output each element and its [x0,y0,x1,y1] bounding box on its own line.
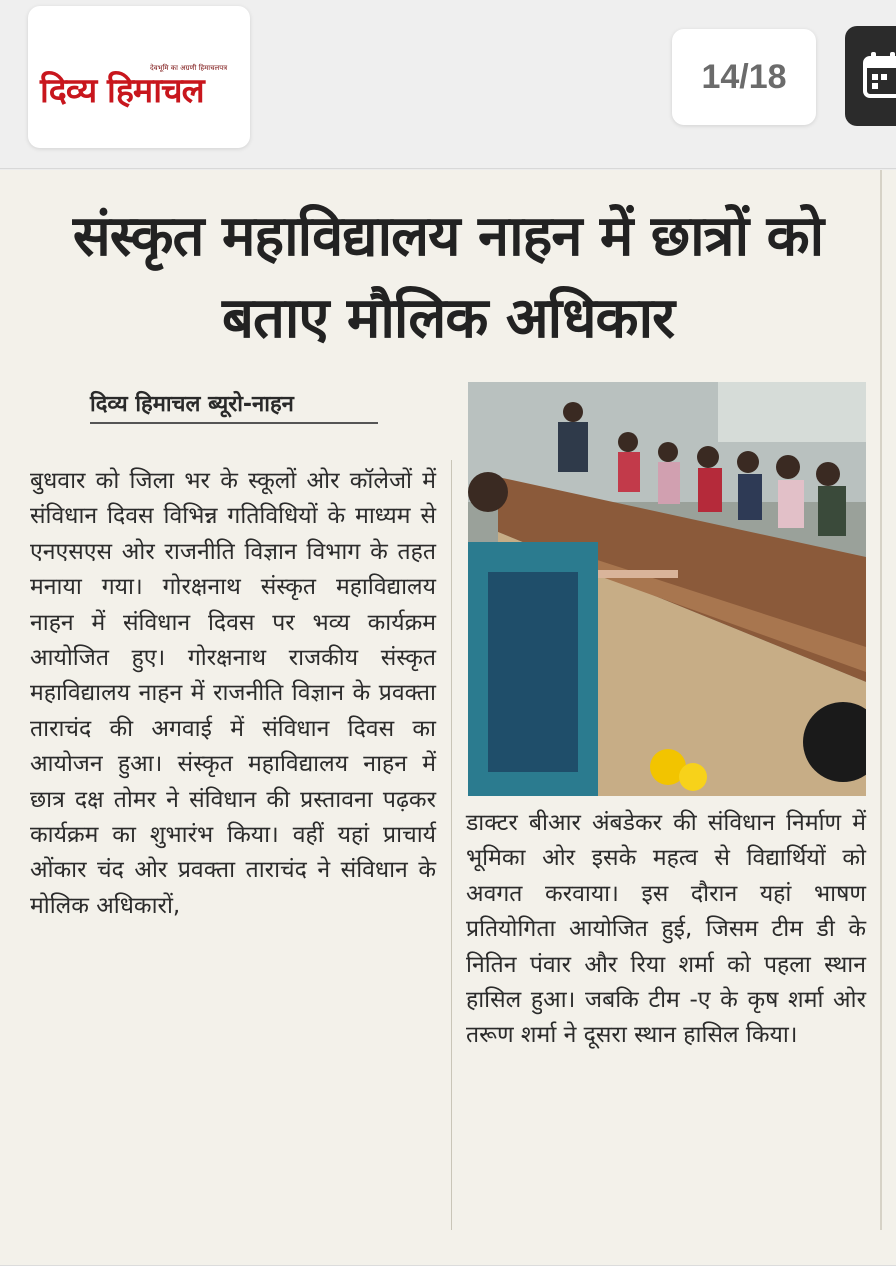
article-photo [468,382,866,796]
bottom-bar [0,1265,896,1281]
page-indicator[interactable]: 14/18 [672,29,816,125]
logo-text: दिव्य हिमाचल [40,71,204,111]
calendar-button[interactable] [845,26,896,126]
article-body-right-column: डाक्टर बीआर अंबडेकर की संविधान निर्माण में भूमिका ओर इसके महत्व से विद्यार्थियों को अवगत करवाया। इस दौरान यहां भाषण प्रतियोगिता आयोजित हुई, जिसम टीम डी के नितिन पंवार और रिया शर्मा को पहला स्थान हासिल हुआ। जबकि टीम -ए के कृष शर्मा ओर तरूण शर्मा ने दूसरा स्थान हासिल किया। [466,810,866,1049]
logo-tagline: देवभूमि का अग्रणी हिमाचलपत्र [150,64,228,72]
page-edge [880,170,882,1230]
article-body-left-column: बुधवार को जिला भर के स्कूलों ओर कॉलेजों में संविधान दिवस विभिन्न गतिविधियों के माध्यम से एनएसएस ओर राजनीति विज्ञान विभाग के तहत मनाया गया। गोरक्षनाथ संस्कृत महाविद्यालय नाहन में संविधान दिवस पर भव्य कार्यक्रम आयोजित हुए। गोरक्षनाथ राजकीय संस्कृत महाविद्यालय नाहन में राजनीति विज्ञान के प्रवक्ता ताराचंद की अगवाई में संविधान दिवस का आयोजन हुआ। संस्कृत महाविद्यालय नाहन में छात्र दक्ष तोमर ने संविधान की प्रस्तावना पढ़कर कार्यक्रम का शुभारंभ किया। वहीं यहां प्राचार्य ओंकार चंद ओर प्रवक्ता ताराचंद ने संविधान के मोलिक अधिकारों, [30,468,436,919]
column-divider [451,460,452,1230]
calendar-icon [863,50,896,104]
newspaper-logo[interactable] [28,6,250,148]
top-bar [0,0,896,169]
article-headline: संस्कृत महाविद्यालय नाहन में छात्रों को बताए मौलिक अधिकार [72,204,824,351]
article-byline: दिव्य हिमाचल ब्यूरो-नाहन [90,388,378,424]
